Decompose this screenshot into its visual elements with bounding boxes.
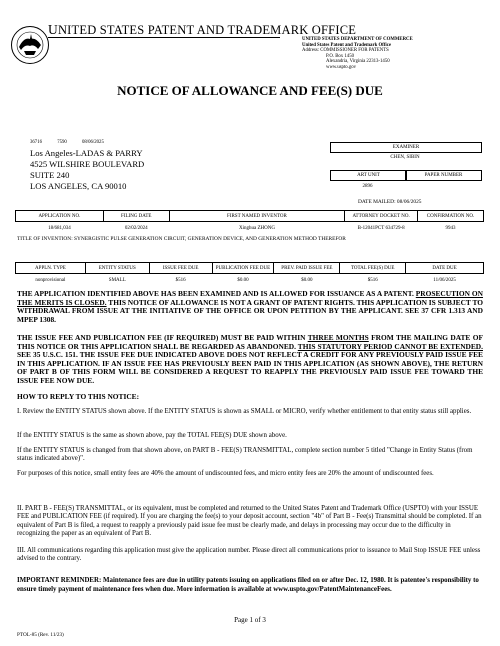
notice-underlined: THREE MONTHS (307, 333, 369, 342)
date-mailed: DATE MAILED: 08/06/2025 (358, 199, 422, 205)
important-reminder: IMPORTANT REMINDER: Maintenance fees are due in utility patents issuing on applications filed on or after Dec. 12, 1980. It is patentee's responsibility to ensure timely payment of maintenance fees when due. More information is available at www.uspto.gov/PatentMaintenanceFees. (17, 577, 479, 593)
header-cell: ISSUE FEE DUE (149, 263, 212, 274)
application-table-header (16, 211, 484, 222)
instruction-communications: III. All communications regarding this application must give the application number. Please direct all communications prior to issuance to Mail Stop ISSUE FEE unless advised to the contrary. (17, 547, 481, 563)
title-of-invention: TITLE OF INVENTION: SYNERGISTIC PULSE GENERATION CIRCUIT, GENERATION DEVICE, AND GENERATION METHOD THEREFOR (17, 236, 346, 242)
code: 7590 (57, 140, 67, 145)
instruction-2: If the ENTITY STATUS is the same as shown above, pay the TOTAL FEE(S) DUE shown above. (17, 432, 287, 439)
dept-line: UNITED STATES DEPARTMENT OF COMMERCE (302, 37, 413, 42)
address-line: 4525 WILSHIRE BOULEVARD (30, 159, 145, 169)
notice-text: THE APPLICATION IDENTIFIED ABOVE HAS BEEN EXAMINED AND IS ALLOWED FOR ISSUANCE AS A PATENT. (17, 289, 414, 298)
header-cell: PREV. PAID ISSUE FEE (274, 263, 340, 274)
correspondence-address (30, 148, 144, 192)
table-cell: $516 (367, 277, 378, 283)
office-title: UNITED STATES PATENT AND TRADEMARK OFFICE (48, 22, 357, 37)
dept-line: P.O. Box 1450 (326, 53, 354, 59)
paper-number-label: PAPER NUMBER (405, 170, 482, 181)
header-cell: ATTORNEY DOCKET NO. (345, 211, 418, 222)
fee-table (15, 262, 484, 286)
table-cell: $0.00 (237, 277, 249, 283)
dept-line: www.uspto.gov (326, 64, 357, 70)
address-line: Los Angeles-LADAS & PARRY (30, 148, 143, 158)
table-cell: 9943 (445, 225, 456, 231)
dept-line: Alexandria, Virginia 22313-1450 (326, 59, 390, 65)
how-to-reply-heading: HOW TO REPLY TO THIS NOTICE: (17, 392, 140, 401)
address-date: 08/06/2025 (82, 140, 104, 145)
header-rule (48, 37, 280, 38)
table-cell: nonprovisional (35, 277, 66, 283)
header-cell: CONFIRMATION NO. (418, 211, 484, 222)
examiner-label: EXAMINER (330, 142, 482, 153)
fee-notice (17, 334, 483, 385)
instruction-1: I. Review the ENTITY STATUS shown above. If the ENTITY STATUS is shown as SMALL or MICRO, verify whether entitlement to that entity status still applies. (17, 408, 472, 415)
table-cell: $516 (175, 277, 186, 283)
fee-table-row (16, 274, 484, 287)
header-cell: APPLICATION NO. (16, 211, 104, 222)
address-line: LOS ANGELES, CA 90010 (30, 181, 127, 191)
header-cell: FIRST NAMED INVENTOR (169, 211, 345, 222)
notice-underlined: THIS STATUTORY PERIOD CANNOT BE EXTENDED. (297, 341, 483, 351)
application-table (15, 210, 484, 234)
document-title: NOTICE OF ALLOWANCE AND FEE(S) DUE (117, 83, 383, 98)
header-cell: FILING DATE (103, 211, 169, 222)
notice-underlined: PROSECUTION ON THE MERITS IS CLOSED. (17, 289, 484, 307)
instruction-3: If the ENTITY STATUS is changed from that shown above, on PART B - FEE(S) TRANSMITTAL, complete section number 5 titled "Change in Entity Status (from status indicated above)". (17, 447, 473, 463)
table-cell: $0.00 (301, 277, 313, 283)
table-cell: SMALL (108, 277, 126, 283)
dept-line: United States Patent and Trademark Office (302, 42, 391, 48)
table-cell: 11/06/2025 (433, 277, 456, 283)
notice-text: THE ISSUE FEE AND PUBLICATION FEE (IF REQUIRED) MUST BE PAID WITHIN (17, 333, 308, 342)
header-cell: PUBLICATION FEE DUE (212, 263, 274, 274)
dept-address-block (302, 37, 492, 71)
page-number: Page 1 of 3 (234, 616, 266, 624)
instruction-part-b: II. PART B - FEE(S) TRANSMITTAL, or its equivalent, must be completed and returned to the United States Patent and Trademark Office (USPTO) with your ISSUE FEE and PUBLICATION FEE (if required). If you are charging the fee(s) to your deposit account, section "4b" of Part B - Fee(s) Transmittal should be completed. If an equivalent of Part B is filed, a request to reapply a previously paid issue fee must be clearly made, and delays in processing may occur due to the difficulty in recognizing the paper as an equivalent of Part B. (17, 505, 482, 537)
table-cell: B-12041PCT 634729-8 (357, 225, 405, 231)
customer-number: 36716 (30, 140, 42, 145)
uspto-seal-logo (10, 25, 50, 65)
header-cell: TOTAL FEE(S) DUE (340, 263, 406, 274)
art-unit-label: ART UNIT (330, 170, 407, 181)
instruction-4: For purposes of this notice, small entity fees are 40% the amount of undiscounted fees, and micro entity fees are 20% the amount of undiscounted fees. (17, 470, 434, 477)
table-cell: 18/681,034 (48, 225, 71, 231)
form-id: PTOL-85 (Rev. 11/23) (17, 632, 64, 638)
customer-number-line (30, 140, 104, 145)
table-cell: 02/02/2024 (124, 225, 148, 231)
examiner-value: CHEN, SIBIN (390, 155, 420, 160)
notice-text: FROM THE MAILING DATE OF THIS NOTICE OR THIS APPLICATION SHALL BE REGARDED AS ABANDONED. (17, 333, 483, 351)
header-cell: APPLN. TYPE (16, 263, 86, 274)
fee-table-header (16, 263, 484, 274)
table-cell: Xinghua ZHONG (238, 225, 275, 231)
address-line: SUITE 240 (30, 170, 70, 180)
header-cell: DATE DUE (406, 263, 484, 274)
notice-text: SEE 35 U.S.C. 151. THE ISSUE FEE DUE INDICATED ABOVE DOES NOT REFLECT A CREDIT FOR ANY PREVIOUSLY PAID ISSUE FEE IN THIS APPLICATION. IF AN ISSUE FEE HAS PREVIOUSLY BEEN PAID IN THIS APPLICATION (AS SHOWN ABOVE), THE RETURN OF PART B OF THIS FORM WILL BE CONSIDERED A REQUEST TO REAPPLY THE PREVIOUSLY PAID ISSUE FEE TOWARD THE ISSUE FEE NOW DUE. (17, 350, 483, 385)
allowance-notice (17, 290, 483, 324)
application-table-row (16, 222, 484, 235)
notice-text: THIS NOTICE OF ALLOWANCE IS NOT A GRANT OF PATENT RIGHTS. THIS APPLICATION IS SUBJECT TO WITHDRAWAL FROM ISSUE AT THE INITIATIVE OF THE OFFICE OR UPON PETITION BY THE APPLICANT. SEE 37 CFR 1.313 AND MPEP 1308. (17, 297, 483, 324)
dept-line: Address: COMMISSIONER FOR PATENTS (302, 48, 389, 54)
art-unit-value: 2896 (362, 184, 373, 189)
header-cell: ENTITY STATUS (85, 263, 149, 274)
